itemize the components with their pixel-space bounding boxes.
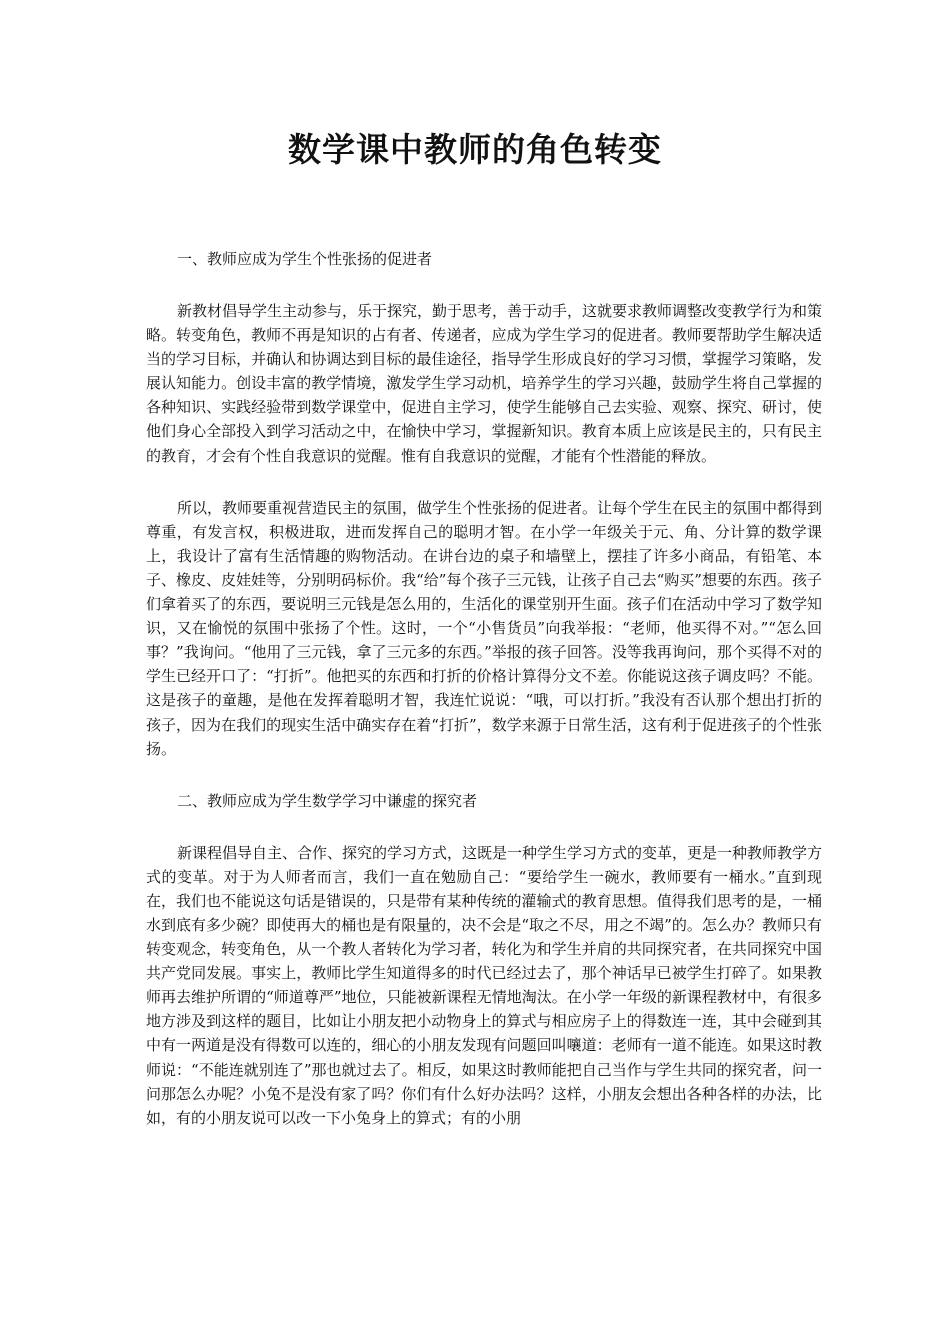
document-body [146, 247, 822, 1158]
document-title: 数学课中教师的角色转变 [288, 130, 662, 169]
paragraph-2: 所以，教师要重视营造民主的氛围，做学生个性张扬的促进者。让每个学生在民主的氛围中都得到尊重，有发言权，积极进取，进而发挥自己的聪明才智。在小学一年级关于元、角、分计算的数学课上，我设计了富有生活情趣的购物活动。在讲台边的桌子和墙壁上，摆挂了许多小商品，有铅笔、本子、橡皮、皮娃娃等，分别明码标价。我“给”每个孩子三元钱，让孩子自己去“购买”想要的东西。孩子们拿着买了的东西，要说明三元钱是怎么用的，生活化的课堂别开生面。孩子们在活动中学习了数学知识，又在愉悦的氛围中张扬了个性。这时，一个“小售货员”向我举报：“老师，他买得不对。”“怎么回事？”我询问。“他用了三元钱，拿了三元多的东西。”举报的孩子回答。没等我再询问，那个买得不对的学生已经开口了：“打折”。他把买的东西和打折的价格计算得分文不差。你能说这孩子调皮吗？不能。这是孩子的童趣，是他在发挥着聪明才智，我连忙说说：“哦，可以打折。”我没有否认那个想出打折的孩子，因为在我们的现实生活中确实存在着“打折”，数学来源于日常生活，这有利于促进孩子的个性张扬。 [146, 498, 823, 758]
section-heading-1: 一、教师应成为学生个性张扬的促进者 [177, 250, 433, 268]
paragraph-1: 新教材倡导学生主动参与，乐于探究，勤于思考，善于动手，这就要求教师调整改变教学行为和策略。转变角色，教师不再是知识的占有者、传递者，应成为学生学习的促进者。教师要帮助学生解决适当的学习目标，并确认和协调达到目标的最佳途径，指导学生形成良好的学习习惯，掌握学习策略，发展认知能力。创设丰富的教学情境，激发学生学习动机，培养学生的学习兴趣，鼓励学生将自己掌握的各种知识、实践经验带到数学课堂中，促进自主学习，使学生能够自己去实验、观察、探究、研讨，使他们身心全部投入到学习活动之中，在愉快中学习，掌握新知识。教育本质上应该是民主的，只有民主的教育，才会有个性自我意识的觉醒。惟有自我意识的觉醒，才能有个性潜能的释放。 [146, 302, 823, 465]
section-heading-2: 二、教师应成为学生数学学习中谦虚的探究者 [177, 791, 478, 810]
paragraph-3: 新课程倡导自主、合作、探究的学习方式，这既是一种学生学习方式的变革，更是一种教师教学方式的变革。对于为人师者而言，我们一直在勉励自己：“要给学生一碗水，教师要有一桶水。”直到现在，我们也不能说这句话是错误的，只是带有某种传统的灌输式的教育思想。值得我们思考的是，一桶水到底有多少碗？即使再大的桶也是有限量的，决不会是“取之不尽，用之不竭”的。怎么办？教师只有转变观念，转变角色，从一个教人者转化为学习者，转化为和学生并肩的共同探究者，在共同探究中国共产党同发展。事实上，教师比学生知道得多的时代已经过去了，那个神话早已被学生打碎了。如果教师再去维护所谓的“师道尊严”地位，只能被新课程无情地淘汰。在小学一年级的新课程教材中，有很多地方涉及到这样的题目，比如让小朋友把小动物身上的算式与相应房子上的得数连一连，其中会碰到其中有一两道是没有得数可以连的，细心的小朋友发现有问题回叫嚷道：老师有一道不能连。如果这时教师说：“不能连就别连了”那也就过去了。相反，如果这时教师能把自己当作与学生共同的探究者，问一问那怎么办呢？小兔不是没有家了吗？你们有什么好办法吗？这样，小朋友会想出各种各样的办法，比如，有的小朋友说可以改一下小兔身上的算式；有的小朋 [146, 843, 823, 1127]
